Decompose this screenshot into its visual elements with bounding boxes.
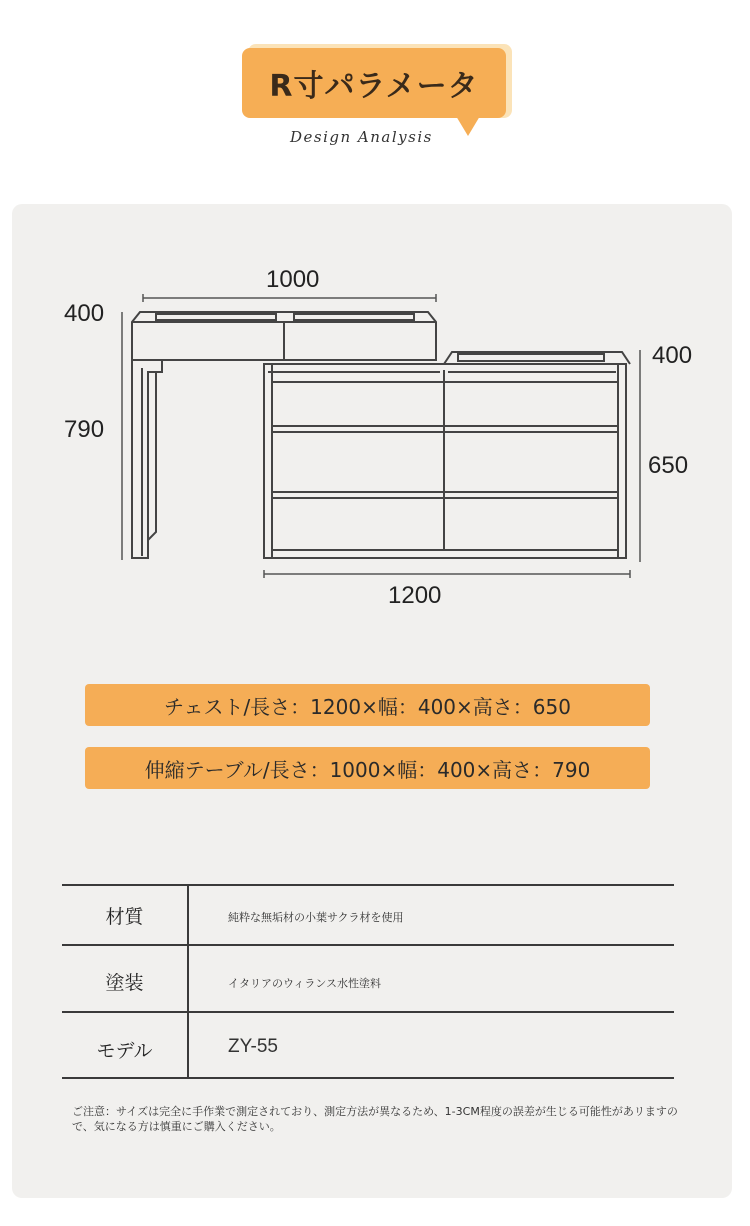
spec-label-finish: 塗装 xyxy=(105,972,144,994)
dim-table-depth: 400 xyxy=(64,300,105,327)
table-spec-pill xyxy=(85,747,650,789)
dim-chest-depth: 400 xyxy=(652,342,693,369)
page-subtitle: Design Analysis xyxy=(290,128,433,146)
spec-value-finish: イタリアのウィランス水性塗料 xyxy=(228,977,382,990)
table-column-divider xyxy=(187,884,189,1078)
table-spec-text: 伸縮テーブル/長さ：1000×幅：400×高さ：790 xyxy=(144,757,591,782)
chest-spec-pill xyxy=(85,684,650,726)
dim-chest-length: 1200 xyxy=(388,582,442,609)
table-divider xyxy=(62,884,674,886)
spec-value-model: ZY-55 xyxy=(228,1036,278,1057)
disclaimer-note: ご注意：サイズは完全に手作業で測定されており、測定方法が異なるため、1-3CM程度の誤差が生じる可能性があリますので、気になる方は慎重にご購入ください。 xyxy=(72,1105,678,1133)
table-divider xyxy=(62,1077,674,1079)
page-title: R寸パラメータ xyxy=(269,69,479,104)
spec-label-material: 材質 xyxy=(105,906,144,928)
dim-chest-height: 650 xyxy=(648,452,689,479)
spec-label-model: モデル xyxy=(96,1040,153,1062)
spec-value-material: 純粋な無垢材の小葉サクラ材を使用 xyxy=(228,911,404,924)
dim-table-height: 790 xyxy=(64,416,105,443)
table-divider xyxy=(62,1011,674,1013)
table-divider xyxy=(62,944,674,946)
dim-table-length: 1000 xyxy=(266,266,320,293)
chest-spec-text: チェスト/長さ：1200×幅：400×高さ：650 xyxy=(164,694,571,719)
